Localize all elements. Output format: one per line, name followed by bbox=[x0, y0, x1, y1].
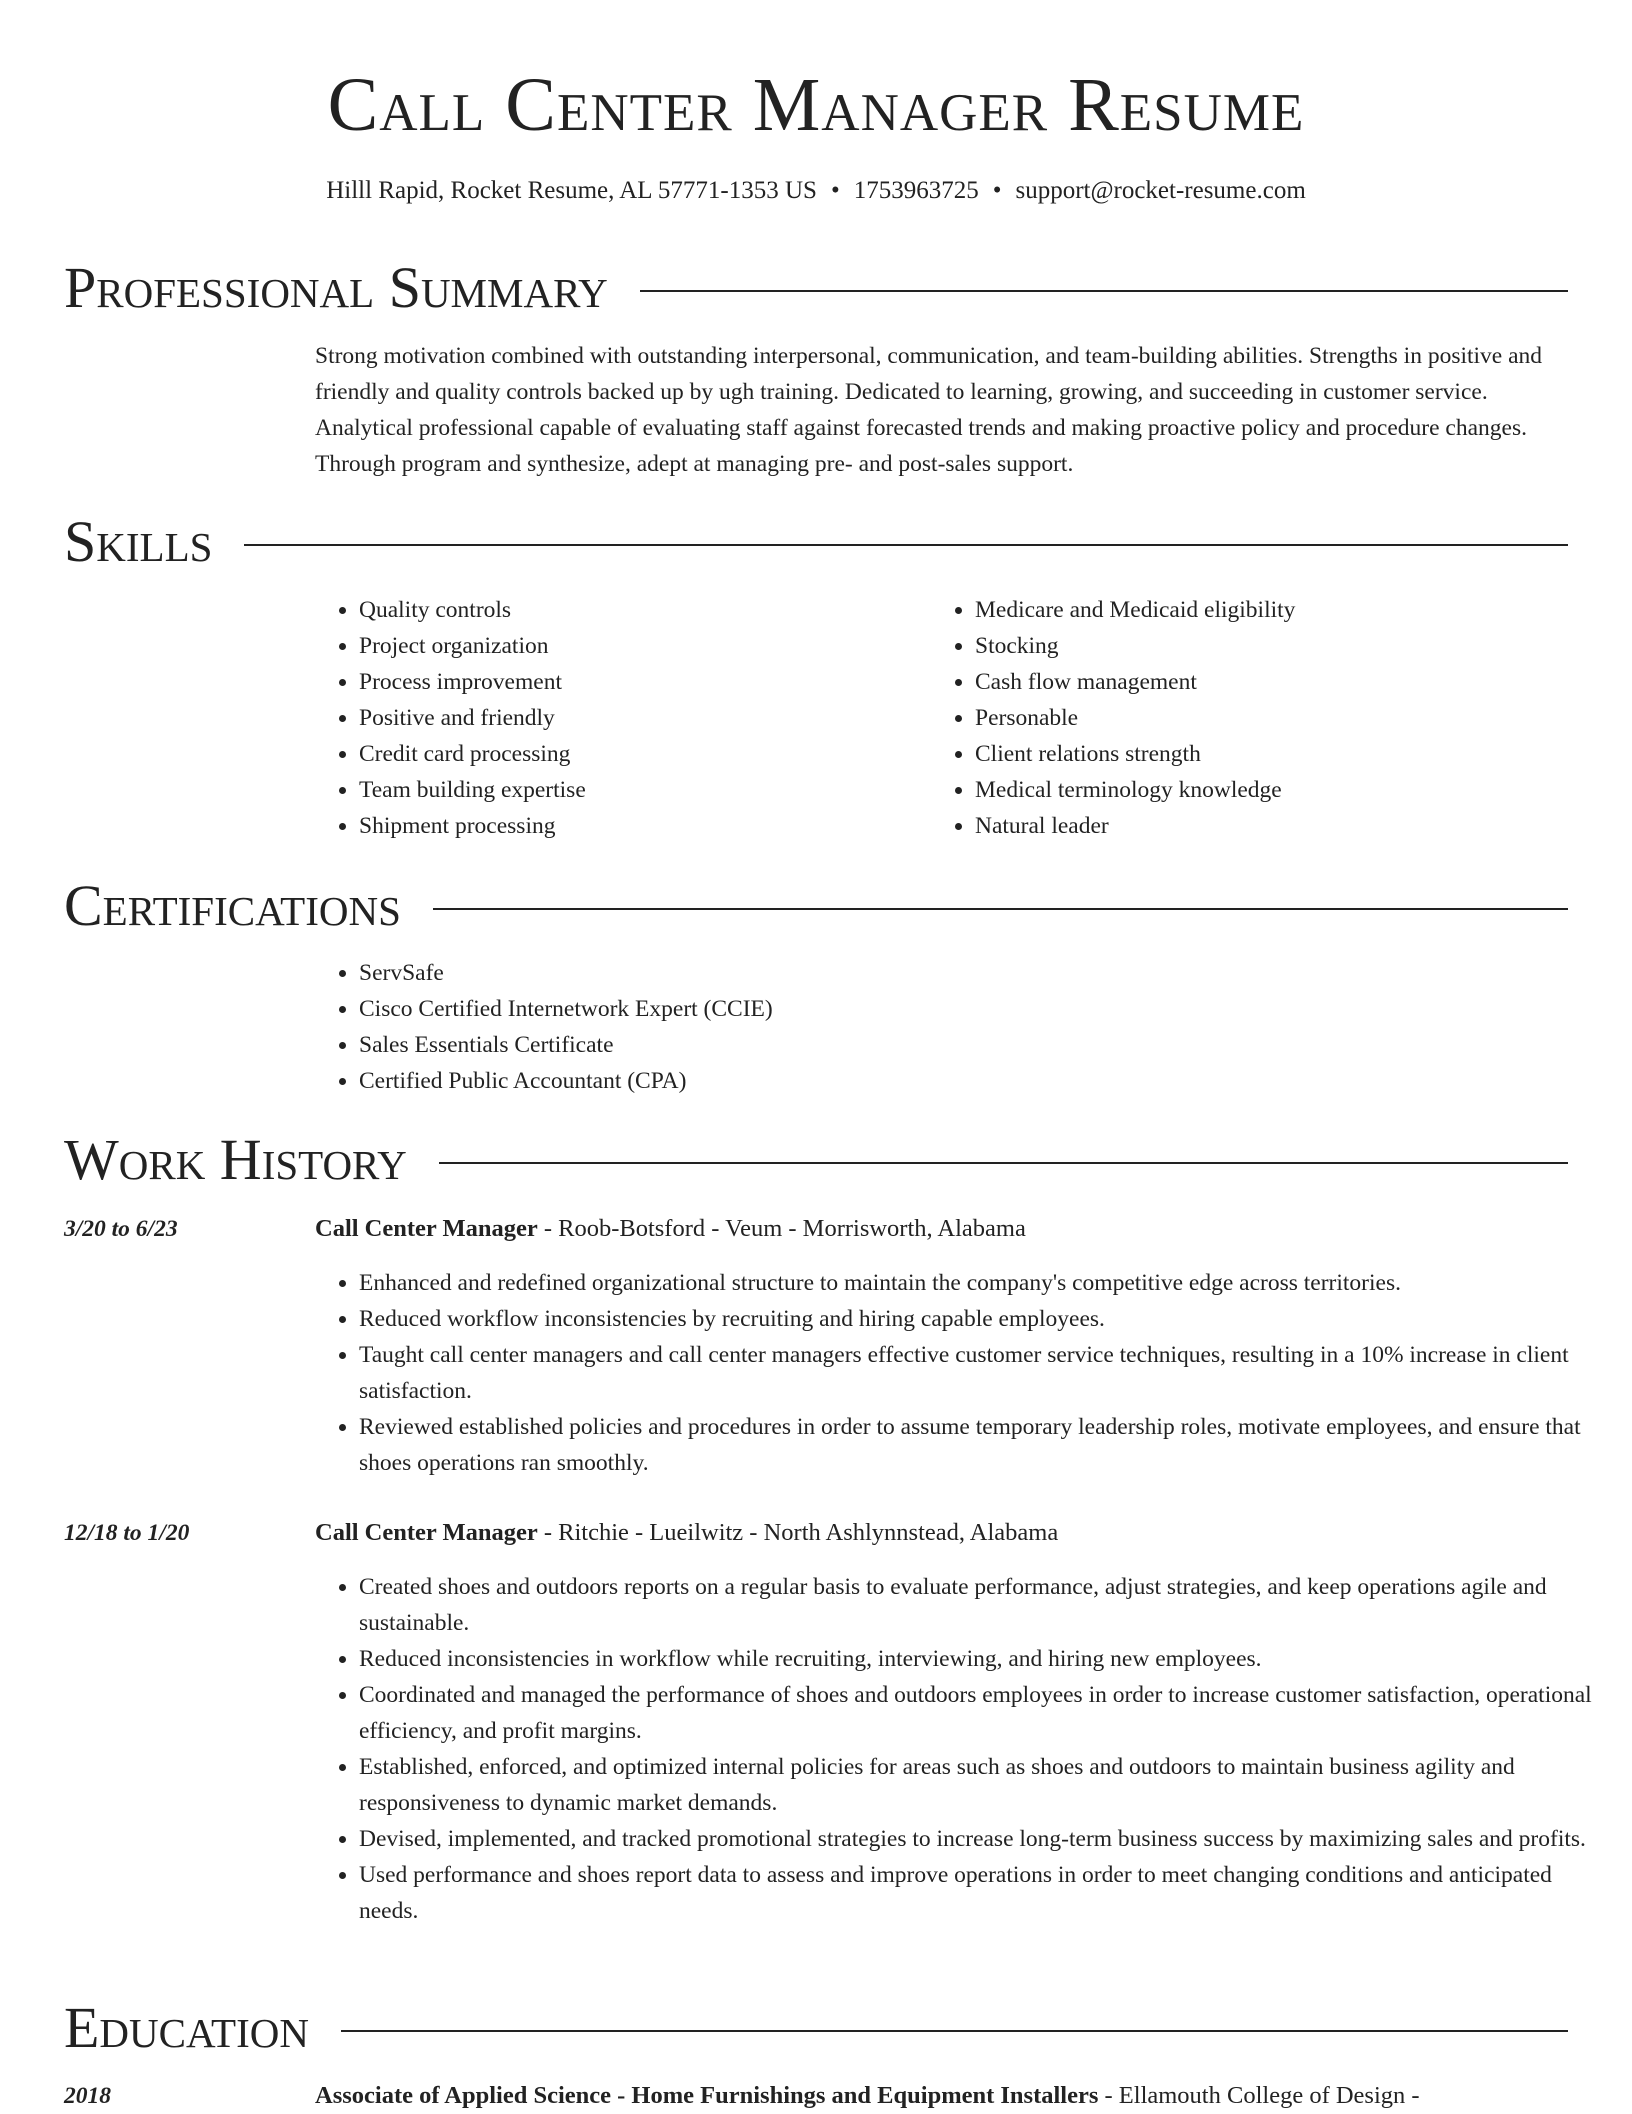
job-dates: 12/18 to 1/20 bbox=[64, 1520, 190, 1546]
section-title-certifications: Certifications bbox=[64, 873, 401, 938]
section-title-education: Education bbox=[64, 1995, 309, 2060]
job-bullet: • Reviewed established policies and procedures in order to assume temporary leadership roles, motivate employees, and ensure that shoes operations ran smoothly. bbox=[359, 1409, 1614, 1481]
certification-item: • Sales Essentials Certificate bbox=[359, 1027, 1559, 1063]
job-employer: - Roob-Botsford - Veum - Morrisworth, Alabama bbox=[537, 1215, 1026, 1242]
education-year: 2018 bbox=[64, 2083, 111, 2109]
section-title-summary: Professional Summary bbox=[64, 255, 608, 320]
skill-item: • Credit card processing bbox=[359, 736, 959, 772]
section-rule bbox=[439, 1162, 1568, 1164]
job-bullet: • Devised, implemented, and tracked promotional strategies to increase long-term business success by maximizing sales and profits. bbox=[359, 1821, 1614, 1857]
education-heading bbox=[315, 2078, 1420, 2114]
contact-email: support@rocket-resume.com bbox=[1015, 177, 1306, 204]
job-bullets bbox=[315, 1265, 1614, 1481]
section-rule bbox=[640, 290, 1568, 292]
job-bullet: • Established, enforced, and optimized internal policies for areas such as shoes and outdoors to maintain business agility and responsiveness to dynamic market demands. bbox=[359, 1749, 1614, 1821]
section-skills bbox=[64, 507, 1568, 577]
skill-item: • Medicare and Medicaid eligibility bbox=[975, 592, 1615, 628]
section-title-skills: Skills bbox=[64, 509, 213, 574]
job-bullet: • Taught call center managers and call center managers effective customer service techniques, resulting in a 10% increase in client satisfaction. bbox=[359, 1337, 1614, 1409]
certification-item: • Cisco Certified Internetwork Expert (CCIE) bbox=[359, 991, 1559, 1027]
skill-item: • Natural leader bbox=[975, 808, 1615, 844]
skill-item: • Stocking bbox=[975, 628, 1615, 664]
resume-title: Call Center Manager Resume bbox=[327, 63, 1305, 147]
job-title: Call Center Manager bbox=[315, 1215, 538, 1242]
job-bullet: • Used performance and shoes report data to assess and improve operations in order to meet changing conditions and anticipated needs. bbox=[359, 1857, 1614, 1929]
certification-item: • Certified Public Accountant (CPA) bbox=[359, 1063, 1559, 1099]
skill-item: • Shipment processing bbox=[359, 808, 959, 844]
job-bullet: • Coordinated and managed the performance of shoes and outdoors employees in order to increase customer satisfaction, operational efficiency, and profit margins. bbox=[359, 1677, 1614, 1749]
section-title-work: Work History bbox=[64, 1127, 407, 1192]
skill-item: • Personable bbox=[975, 700, 1615, 736]
job-employer: - Ritchie - Lueilwitz - North Ashlynnstead, Alabama bbox=[537, 1519, 1059, 1546]
contact-separator: • bbox=[992, 177, 1002, 204]
contact-separator: • bbox=[830, 177, 840, 204]
certifications-list bbox=[315, 955, 1559, 1099]
job-heading bbox=[315, 1515, 1058, 1551]
skill-item: • Team building expertise bbox=[359, 772, 959, 808]
certification-item: • ServSafe bbox=[359, 955, 1559, 991]
contact-line bbox=[0, 175, 1632, 207]
contact-address: Hilll Rapid, Rocket Resume, AL 57771-1353 US bbox=[326, 177, 817, 204]
job-bullet: • Created shoes and outdoors reports on a regular basis to evaluate performance, adjust strategies, and keep operations agile and sustainable. bbox=[359, 1569, 1614, 1641]
job-dates: 3/20 to 6/23 bbox=[64, 1216, 178, 1242]
job-bullet: • Reduced inconsistencies in workflow while recruiting, interviewing, and hiring new employees. bbox=[359, 1641, 1614, 1677]
section-rule bbox=[244, 544, 1568, 546]
education-school: - Ellamouth College of Design - bbox=[1098, 2082, 1420, 2109]
job-bullet: • Enhanced and redefined organizational structure to maintain the company's competitive edge across territories. bbox=[359, 1265, 1614, 1301]
skill-item: • Cash flow management bbox=[975, 664, 1615, 700]
education-degree: Associate of Applied Science - Home Furnishings and Equipment Installers bbox=[315, 2082, 1099, 2109]
skills-list-left bbox=[315, 592, 959, 844]
contact-phone: 1753963725 bbox=[853, 177, 979, 204]
skill-item: • Process improvement bbox=[359, 664, 959, 700]
section-rule bbox=[341, 2030, 1568, 2032]
job-title: Call Center Manager bbox=[315, 1519, 538, 1546]
skill-item: • Project organization bbox=[359, 628, 959, 664]
job-bullets bbox=[315, 1569, 1614, 1929]
skill-item: • Client relations strength bbox=[975, 736, 1615, 772]
skill-item: • Positive and friendly bbox=[359, 700, 959, 736]
section-certifications bbox=[64, 871, 1568, 941]
skills-list-right bbox=[931, 592, 1615, 844]
job-bullet: • Reduced workflow inconsistencies by recruiting and hiring capable employees. bbox=[359, 1301, 1614, 1337]
summary-text: Strong motivation combined with outstanding interpersonal, communication, and team-building abilities. Strengths in positive and friendly and quality controls backed up by ugh training. Dedicated to learning, growing, and succeeding in customer service. Analytical professional capable of evaluating staff against forecasted trends and making proactive policy and procedure changes. Through program and synthesize, adept at managing pre- and post-sales support. bbox=[315, 343, 1543, 477]
skill-item: • Medical terminology knowledge bbox=[975, 772, 1615, 808]
section-education bbox=[64, 1993, 1568, 2063]
skill-item: • Quality controls bbox=[359, 592, 959, 628]
section-summary bbox=[64, 253, 1568, 323]
job-heading bbox=[315, 1211, 1026, 1247]
section-rule bbox=[433, 908, 1568, 910]
section-work-history bbox=[64, 1125, 1568, 1195]
